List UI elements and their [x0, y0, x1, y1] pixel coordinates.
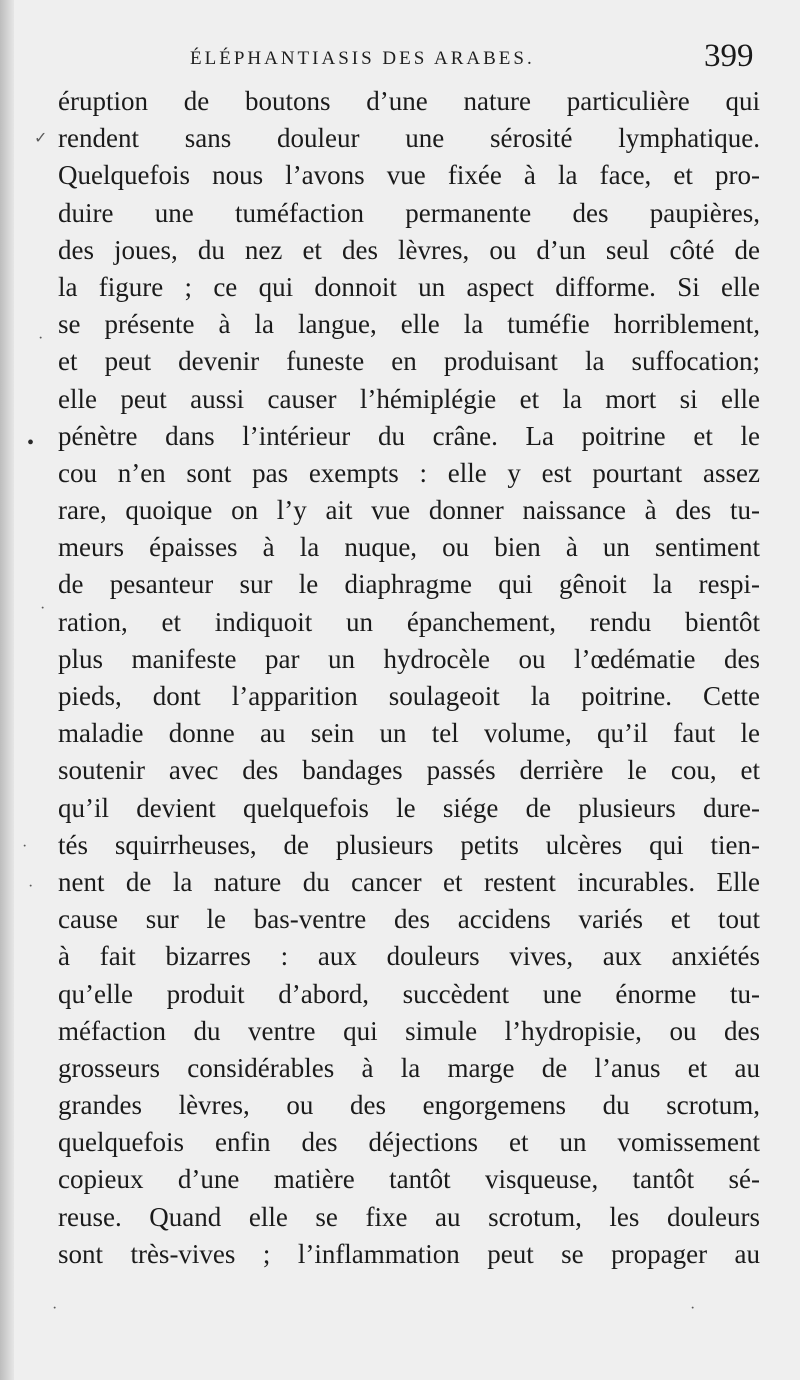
text-line: pénètre dans l’intérieur du crâne. La poitrine et le	[58, 420, 760, 451]
text-line: soutenir avec des bandages passés derrière le cou, et	[58, 755, 760, 786]
text-line: qu’elle produit d’abord, succèdent une énorme tu-	[58, 978, 760, 1009]
margin-mark: ·	[690, 1300, 696, 1317]
text-line: méfaction du ventre qui simule l’hydropisie, ou des	[58, 1015, 760, 1046]
text-line: de pesanteur sur le diaphragme qui gênoit la respi-	[58, 569, 760, 600]
text-line: cou n’en sont pas exempts : elle y est pourtant assez	[58, 457, 760, 488]
text-line: rare, quoique on l’y ait vue donner naissance à des tu-	[58, 495, 760, 526]
margin-mark: •	[27, 432, 35, 454]
text-line: grandes lèvres, ou des engorgemens du scrotum,	[58, 1090, 760, 1121]
body-text	[58, 83, 760, 1273]
page-gutter-shadow	[0, 0, 14, 1380]
margin-mark: ·	[28, 878, 34, 895]
text-line: duire une tuméfaction permanente des paupières,	[58, 197, 760, 228]
text-line: rendent sans douleur une sérosité lymphatique.	[58, 123, 760, 154]
margin-mark: ·	[52, 1300, 58, 1317]
margin-mark: ·	[38, 330, 44, 347]
page-number: 399	[704, 38, 754, 74]
text-line: reuse. Quand elle se fixe au scrotum, les douleurs	[58, 1201, 760, 1232]
text-line: à fait bizarres : aux douleurs vives, aux anxiétés	[58, 941, 760, 972]
text-line: meurs épaisses à la nuque, ou bien à un sentiment	[58, 532, 760, 563]
text-line: cause sur le bas-ventre des accidens variés et tout	[58, 904, 760, 935]
text-line: éruption de boutons d’une nature particulière qui	[58, 86, 760, 116]
text-line: sont très-vives ; l’inflammation peut se propager au	[58, 1238, 760, 1269]
text-line: Quelquefois nous l’avons vue fixée à la face, et pro-	[58, 160, 760, 191]
text-line: nent de la nature du cancer et restent incurables. Elle	[58, 866, 760, 897]
margin-mark: ✓	[34, 130, 48, 147]
text-line: et peut devenir funeste en produisant la suffocation;	[58, 346, 760, 377]
text-line: tés squirrheuses, de plusieurs petits ulcères qui tien-	[58, 829, 760, 860]
margin-mark: ·	[22, 838, 28, 855]
running-title: ÉLÉPHANTIASIS DES ARABES.	[190, 48, 535, 69]
text-line: la figure ; ce qui donnoit un aspect difforme. Si elle	[58, 271, 760, 302]
text-line: ration, et indiquoit un épanchement, rendu bientôt	[58, 606, 760, 637]
text-line: quelquefois enfin des déjections et un vomissement	[58, 1127, 760, 1158]
text-line: copieux d’une matière tantôt visqueuse, tantôt sé-	[58, 1164, 760, 1195]
text-line: qu’il devient quelquefois le siége de plusieurs dure-	[58, 792, 760, 823]
text-line: elle peut aussi causer l’hémiplégie et la mort si elle	[58, 383, 760, 414]
text-line: se présente à la langue, elle la tuméfie horriblement,	[58, 309, 760, 340]
text-line: des joues, du nez et des lèvres, ou d’un seul côté de	[58, 234, 760, 265]
text-line: plus manifeste par un hydrocèle ou l’œdématie des	[58, 643, 760, 674]
text-line: pieds, dont l’apparition soulageoit la poitrine. Cette	[58, 681, 760, 711]
text-line: grosseurs considérables à la marge de l’anus et au	[58, 1052, 760, 1083]
margin-mark: ·	[40, 600, 46, 617]
text-line: maladie donne au sein un tel volume, qu’il faut le	[58, 718, 760, 749]
running-head	[0, 38, 800, 88]
